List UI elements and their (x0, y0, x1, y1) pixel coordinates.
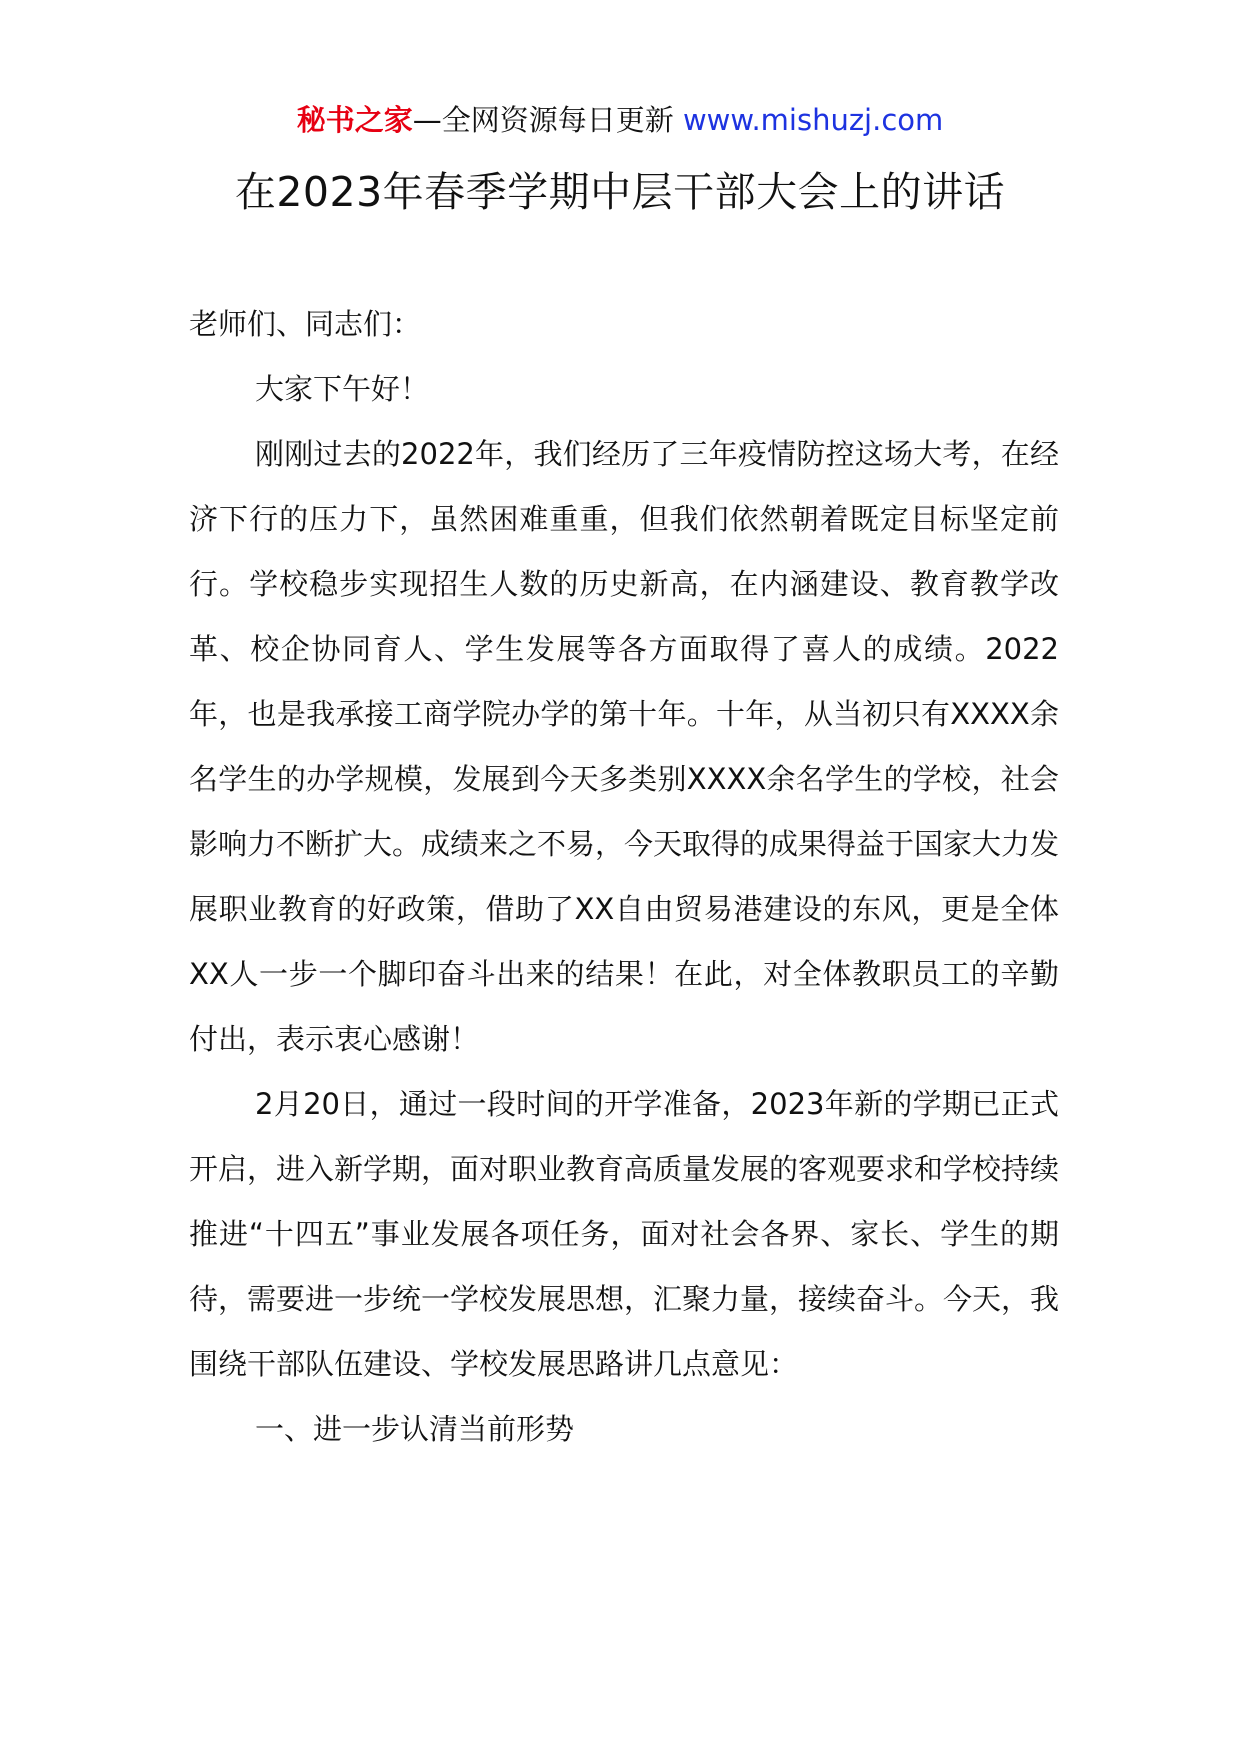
paragraph-1: 刚刚过去的2022年，我们经历了三年疫情防控这场大考，在经济下行的压力下，虽然困难重重，但我们依然朝着既定目标坚定前行。学校稳步实现招生人数的历史新高，在内涵建设、教育教学改革、校企协同育人、学生发展等各方面取得了喜人的成绩。2022年，也是我承接工商学院办学的第十年。十年，从当初只有XXXX余名学生的办学规模，发展到今天多类别XXXX余名学生的学校，社会影响力不断扩大。成绩来之不易，今天取得的成果得益于国家大力发展职业教育的好政策，借助了XX自由贸易港建设的东风，更是全体XX人一步一个脚印奋斗出来的结果！在此，对全体教职员工的辛勤付出，表示衷心感谢！ (189, 437, 1060, 1056)
document-title: 在2023年春季学期中层干部大会上的讲话 (234, 168, 1006, 216)
greeting: 大家下午好！ (255, 372, 430, 406)
paragraph-2: 2月20日，通过一段时间的开学准备，2023年新的学期已正式开启，进入新学期，面对职业教育高质量发展的客观要求和学校持续推进“十四五”事业发展各项任务，面对社会各界、家长、学生的期待，需要进一步统一学校发展思想，汇聚力量，接续奋斗。今天，我围绕干部队伍建设、学校发展思路讲几点意见： (189, 1087, 1060, 1381)
section-heading: 一、进一步认清当前形势 (255, 1412, 575, 1446)
watermark-tagline: —全网资源每日更新 (412, 103, 674, 137)
watermark-brand: 秘书之家 (296, 103, 413, 137)
watermark-url[interactable]: www.mishuzj.com (682, 103, 944, 137)
watermark-header (0, 100, 1240, 140)
document-body (189, 292, 1059, 1462)
salutation: 老师们、同志们： (189, 307, 422, 341)
